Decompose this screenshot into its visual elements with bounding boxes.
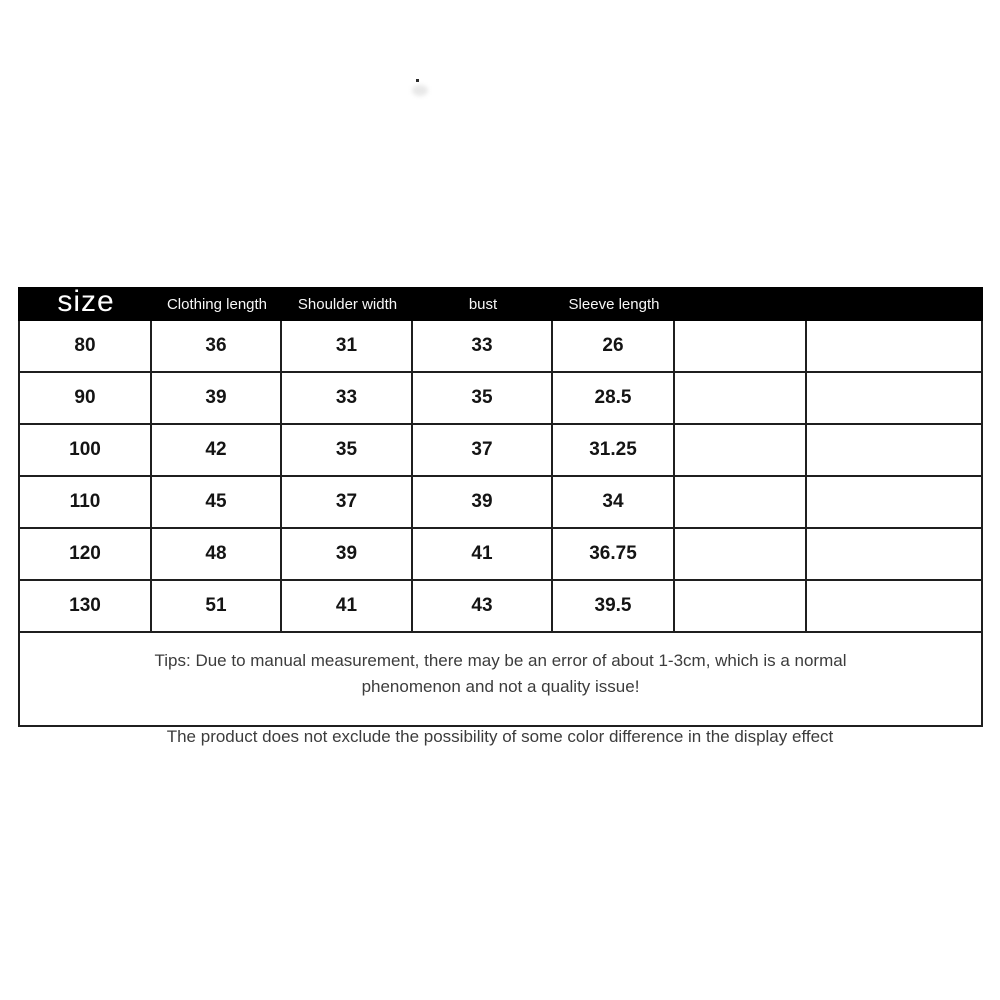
shoulder-width-cell: 31 [282, 321, 413, 373]
empty-cell [807, 581, 983, 633]
bust-cell: 39 [413, 477, 553, 529]
table-row [18, 321, 983, 373]
size-table [18, 287, 983, 727]
empty-cell [807, 321, 983, 373]
size-cell: 120 [20, 529, 152, 581]
size-cell: 100 [20, 425, 152, 477]
header-cell-size: size [57, 285, 115, 318]
empty-cell [807, 477, 983, 529]
sleeve-length-cell: 34 [553, 477, 675, 529]
empty-cell [675, 581, 807, 633]
clothing-length-cell: 51 [152, 581, 282, 633]
header-cell-empty-1 [675, 287, 807, 321]
size-table-header-row [18, 287, 983, 321]
table-row [18, 581, 983, 633]
bust-cell: 33 [413, 321, 553, 373]
sleeve-length-cell: 28.5 [553, 373, 675, 425]
bust-cell: 35 [413, 373, 553, 425]
size-cell: 130 [20, 581, 152, 633]
shoulder-width-cell: 39 [282, 529, 413, 581]
empty-cell [675, 529, 807, 581]
sleeve-length-cell: 31.25 [553, 425, 675, 477]
bust-cell: 43 [413, 581, 553, 633]
table-row [18, 425, 983, 477]
clothing-length-cell: 42 [152, 425, 282, 477]
header-cell-sleeve-length: Sleeve length [568, 295, 660, 313]
header-cell-empty-2 [807, 287, 983, 321]
sleeve-length-cell: 26 [553, 321, 675, 373]
empty-cell [675, 477, 807, 529]
header-cell-bust: bust [468, 295, 498, 313]
tips-row [18, 633, 983, 727]
color-difference-note: The product does not exclude the possibility of some color difference in the display effect [166, 727, 834, 746]
tips-text-line1: Tips: Due to manual measurement, there may be an error of about 1-3cm, which is a normal [154, 651, 847, 670]
shoulder-width-cell: 41 [282, 581, 413, 633]
empty-cell [807, 425, 983, 477]
size-cell: 80 [20, 321, 152, 373]
clothing-length-cell: 48 [152, 529, 282, 581]
sleeve-length-cell: 39.5 [553, 581, 675, 633]
header-cell-shoulder-width: Shoulder width [297, 295, 398, 313]
empty-cell [675, 321, 807, 373]
bust-cell: 37 [413, 425, 553, 477]
table-row [18, 529, 983, 581]
empty-cell [675, 373, 807, 425]
size-cell: 90 [20, 373, 152, 425]
header-cell-clothing-length: Clothing length [166, 295, 268, 313]
speck-artifact [416, 79, 419, 82]
smudge-artifact [412, 85, 428, 96]
sleeve-length-cell: 36.75 [553, 529, 675, 581]
clothing-length-cell: 36 [152, 321, 282, 373]
empty-cell [807, 529, 983, 581]
empty-cell [807, 373, 983, 425]
table-row [18, 373, 983, 425]
shoulder-width-cell: 37 [282, 477, 413, 529]
size-cell: 110 [20, 477, 152, 529]
tips-text-line2: phenomenon and not a quality issue! [361, 677, 640, 696]
bust-cell: 41 [413, 529, 553, 581]
clothing-length-cell: 45 [152, 477, 282, 529]
shoulder-width-cell: 33 [282, 373, 413, 425]
empty-cell [675, 425, 807, 477]
clothing-length-cell: 39 [152, 373, 282, 425]
table-row [18, 477, 983, 529]
shoulder-width-cell: 35 [282, 425, 413, 477]
